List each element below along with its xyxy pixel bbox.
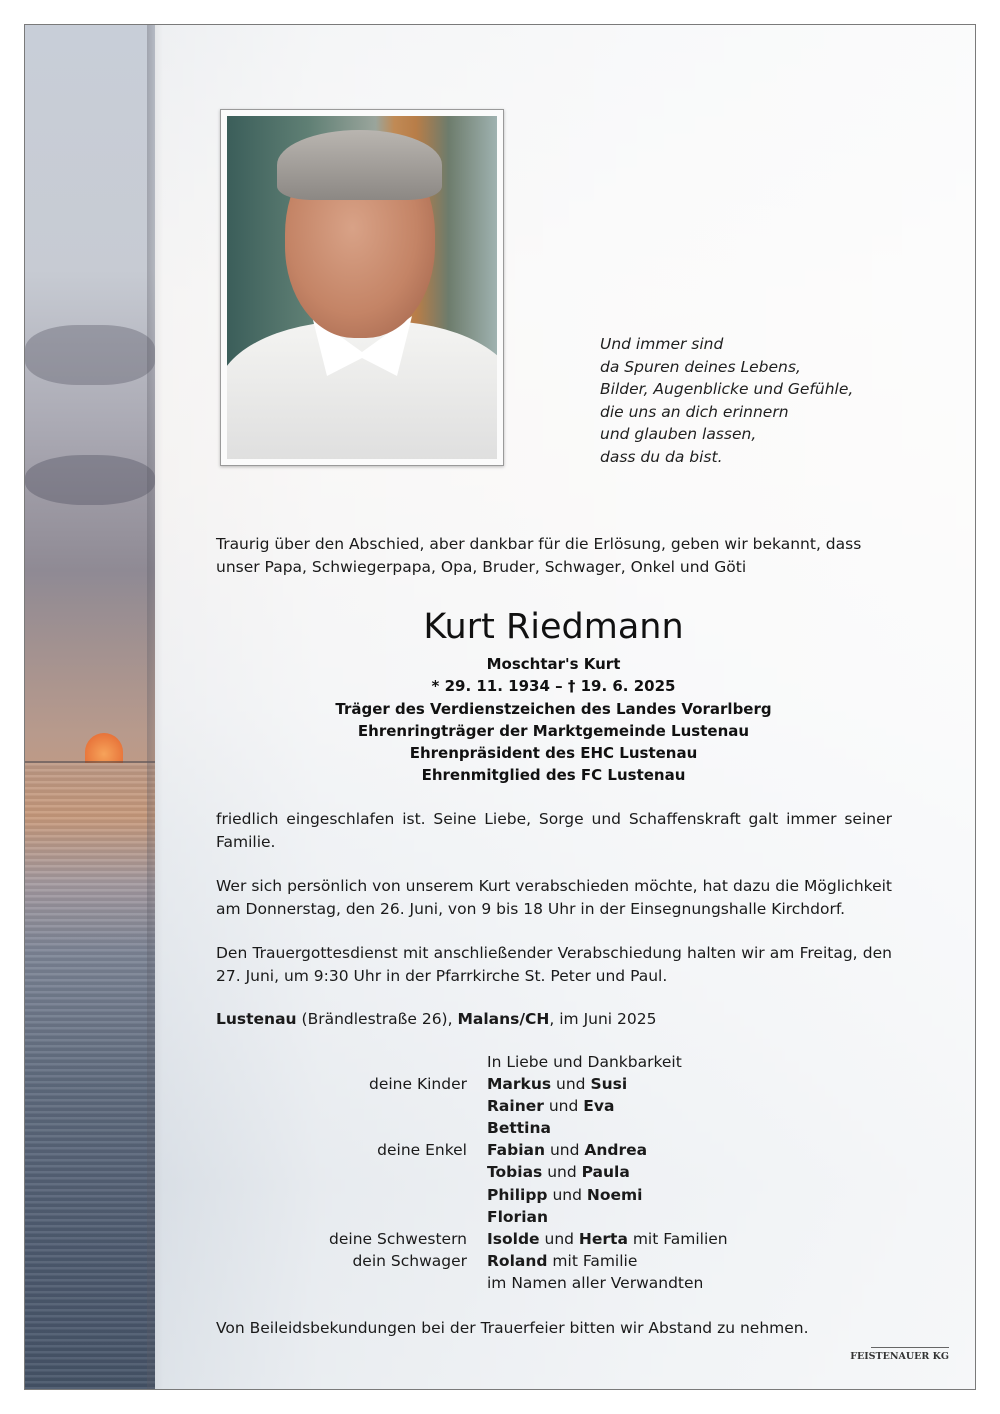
conjunction: und	[551, 1075, 591, 1094]
role-label: deine Schwestern	[329, 1229, 467, 1248]
obituary-card	[24, 24, 976, 1390]
mourner-name: Bettina	[487, 1119, 551, 1138]
poem-line: die uns an dich erinnern	[600, 402, 789, 421]
mourner-name: Eva	[583, 1097, 615, 1116]
mourner-name: Susi	[590, 1075, 628, 1094]
city-name: Malans/CH	[457, 1010, 550, 1028]
list-item	[325, 1073, 925, 1095]
paragraph-viewing: Wer sich persönlich von unserem Kurt verabschieden möchte, hat dazu die Möglichkeit am Donnerstag, den 26. Juni, von 9 bis 18 Uhr in der Einsegnungshalle Kirchdorf.	[216, 877, 892, 918]
life-dates: * 29. 11. 1934 – † 19. 6. 2025	[431, 677, 676, 696]
poem-line: da Spuren deines Lebens,	[600, 357, 801, 376]
conjunction: und	[543, 1097, 584, 1116]
cloud-band	[25, 325, 155, 385]
list-item	[325, 1095, 925, 1117]
poem-line: Bilder, Augenblicke und Gefühle,	[600, 380, 854, 399]
poem-line: Und immer sind	[600, 335, 724, 353]
intro-text	[216, 533, 916, 578]
intro-line: Traurig über den Abschied, aber dankbar für die Erlösung, geben wir bekannt, dass	[216, 535, 862, 553]
portrait-frame	[220, 109, 504, 466]
funeral-home-logo	[850, 1346, 949, 1362]
mourner-name: Andrea	[584, 1141, 648, 1160]
mourner-name: Philipp	[487, 1185, 548, 1204]
nickname: Moschtar's Kurt	[486, 655, 621, 673]
sea-waves	[25, 763, 155, 1389]
mourners-heading: In Liebe und Dankbarkeit	[487, 1053, 682, 1071]
logo-text: FEISTENAUER KG	[850, 1351, 949, 1362]
portrait-hair	[277, 130, 442, 200]
conjunction: und	[542, 1163, 582, 1182]
mourner-name: Fabian	[487, 1141, 546, 1160]
mourner-name: Isolde	[487, 1229, 540, 1248]
honor-line: Träger des Verdienstzeichen des Landes Vorarlberg	[335, 699, 772, 718]
poem	[600, 333, 920, 469]
list-item	[325, 1161, 925, 1183]
conjunction: und	[547, 1185, 587, 1204]
mourner-name: Rainer	[487, 1097, 544, 1116]
conjunction: und	[539, 1229, 579, 1248]
list-item	[325, 1139, 925, 1161]
mourner-name: Paula	[581, 1163, 630, 1182]
sunset-sea-strip	[25, 25, 155, 1389]
intro-line: unser Papa, Schwiegerpapa, Opa, Bruder, Schwager, Onkel und Göti	[216, 557, 747, 576]
honor-line: Ehrenpräsident des EHC Lustenau	[409, 744, 698, 763]
deceased-name: Kurt Riedmann	[423, 607, 684, 647]
mourner-name: Markus	[487, 1075, 552, 1094]
list-item	[325, 1250, 925, 1272]
list-item	[325, 1184, 925, 1206]
address: (Brändlestraße 26),	[296, 1010, 458, 1028]
role-label: deine Kinder	[368, 1075, 467, 1094]
mourner-name: Florian	[487, 1207, 549, 1226]
role-label: dein Schwager	[352, 1251, 467, 1270]
relatives-line: im Namen aller Verwandten	[487, 1273, 704, 1292]
poem-line: dass du da bist.	[600, 447, 723, 466]
conjunction: und	[545, 1141, 585, 1160]
poem-line: und glauben lassen,	[600, 425, 757, 444]
mourner-name: Roland	[487, 1251, 548, 1270]
family-suffix: mit Familie	[547, 1251, 638, 1270]
sun-icon	[85, 733, 123, 763]
paragraph-service: Den Trauergottesdienst mit anschließender Verabschiedung halten wir am Freitag, den 27. Juni, um 9:30 Uhr in der Pfarrkirche St. Peter und Paul.	[216, 944, 892, 985]
closing-note: Von Beileidsbekundungen bei der Trauerfeier bitten wir Abstand zu nehmen.	[216, 1319, 809, 1337]
paragraph-passing: friedlich eingeschlafen ist. Seine Liebe, Sorge und Schaffenskraft galt immer seiner Familie.	[216, 810, 892, 851]
honor-line: Ehrenmitglied des FC Lustenau	[421, 766, 686, 785]
list-item	[325, 1051, 925, 1073]
portrait-shirt	[227, 321, 497, 459]
list-item	[325, 1228, 925, 1250]
mourners-list	[325, 1051, 925, 1294]
family-suffix: mit Familien	[627, 1229, 728, 1248]
date-text: , im Juni 2025	[549, 1010, 657, 1028]
mourner-name: Herta	[578, 1229, 628, 1248]
honors-block	[216, 653, 891, 787]
list-item	[325, 1272, 925, 1294]
honor-line: Ehrenringträger der Marktgemeinde Lustenau	[357, 721, 750, 740]
place-date-line	[216, 1008, 656, 1030]
list-item	[325, 1206, 925, 1228]
mourner-name: Noemi	[586, 1185, 643, 1204]
cloud-band	[25, 455, 155, 505]
mourner-name: Tobias	[487, 1163, 543, 1182]
list-item	[325, 1117, 925, 1139]
city-name: Lustenau	[216, 1010, 297, 1028]
portrait-photo	[227, 116, 497, 459]
role-label: deine Enkel	[377, 1141, 467, 1160]
